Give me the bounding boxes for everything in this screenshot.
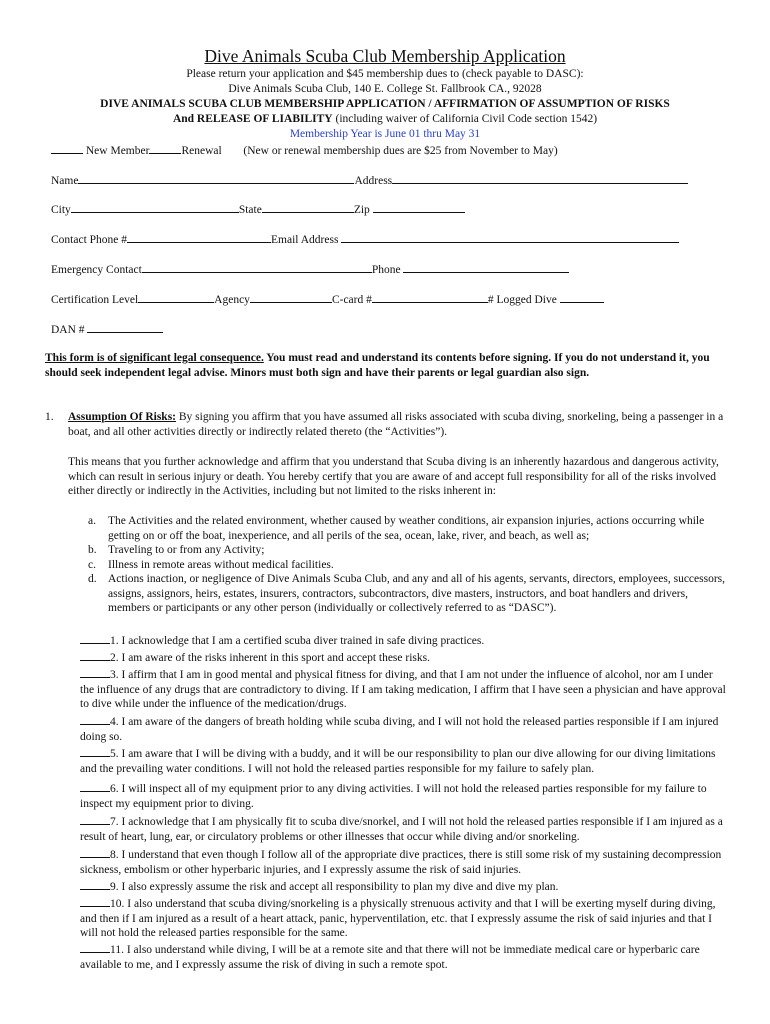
agency-field[interactable]: [250, 291, 332, 303]
release-heading-rest: (including waiver of California Civil Code section 1542): [332, 113, 598, 125]
email-label: Email Address: [271, 234, 339, 246]
acknowledgement-text: 1. I acknowledge that I am a certified scuba diver trained in safe diving practices.: [110, 635, 485, 647]
new-member-checkbox-line[interactable]: [51, 142, 83, 154]
section-heading: Assumption Of Risks:: [68, 411, 176, 423]
contact-row: [51, 231, 679, 246]
acknowledgement-text: 10. I also understand that scuba diving/snorkeling is a physically strenuous activity and that I will be exerting myself during diving, and then if I am injured as a result of a heart attack, panic, hyperventilation, etc. that I expressly assume the risk of said injuries and that I will not hold the released parties responsible for the same.: [80, 898, 716, 939]
section-assumption-intro: [68, 410, 728, 439]
initials-line[interactable]: [80, 847, 110, 858]
legal-warning-rest: You must read and understand its contents before signing. If you do not understand it, you should seek independent legal advise. Minors must both sign and have their parents or legal guardian also sign.: [45, 352, 710, 379]
acknowledgement-text: 5. I am aware that I will be diving with a buddy, and it will be our responsibility to plan our dive allowing for our diving limitations and the prevailing water conditions. I will not hold the released parties responsible for my failure to safely plan.: [80, 748, 716, 775]
name-label: Name: [51, 175, 79, 187]
state-field[interactable]: [262, 201, 354, 213]
logged-dive-label: # Logged Dive: [487, 294, 557, 306]
zip-field[interactable]: [373, 201, 465, 213]
agency-label: Agency: [214, 294, 250, 306]
logged-dive-field[interactable]: [560, 291, 604, 303]
initials-line[interactable]: [80, 714, 110, 725]
dues-note: (New or renewal membership dues are $25 from November to May): [243, 145, 558, 157]
acknowledgement-item: [80, 667, 728, 712]
acknowledgement-item: [80, 633, 728, 649]
city-state-zip-row: [51, 201, 465, 216]
contact-phone-field[interactable]: [127, 231, 271, 243]
acknowledgement-item: [80, 814, 728, 844]
acknowledgement-item: [80, 942, 728, 972]
dan-row: [51, 321, 163, 336]
acknowledgement-text: 11. I also understand while diving, I will be at a remote site and that there will not be immediate medical care or hyperbaric care available to me, and I expressly assume the risk of diving in such a remote spot.: [80, 944, 700, 971]
initials-line[interactable]: [80, 896, 110, 907]
phone-label: Phone: [371, 264, 401, 276]
initials-line[interactable]: [80, 942, 110, 953]
member-type-row: [51, 142, 558, 157]
sublist-item: Actions inaction, or negligence of Dive Animals Scuba Club, and any and all of his agents, servants, directors, employees, successors, assigns, assignors, heirs, estates, insurers, contractors, subcontractors, dive masters, instructors, and boat handlers and drivers, members or participants or any other person (individually or collectively referred to as “DASC”).: [108, 573, 726, 614]
acknowledgement-item: [80, 746, 728, 776]
acknowledgement-text: 6. I will inspect all of my equipment prior to any diving activities. I will not hold the released parties responsible for my failure to inspect my equipment prior to diving.: [80, 783, 707, 810]
acknowledgement-item: [80, 781, 728, 811]
initials-line[interactable]: [80, 650, 110, 661]
renewal-label: Renewal: [181, 145, 222, 157]
sublist-letter: a.: [88, 515, 96, 527]
zip-label: Zip: [353, 204, 370, 216]
sublist-letter: c.: [88, 559, 96, 571]
release-heading-bold: And RELEASE OF LIABILITY: [172, 113, 333, 125]
acknowledgement-text: 9. I also expressly assume the risk and accept all responsibility to plan my dive and dive my plan.: [110, 881, 559, 893]
initials-line[interactable]: [80, 879, 110, 890]
legal-warning-underlined: This form is of significant legal consequence.: [45, 352, 264, 364]
contact-phone-label: Contact Phone #: [51, 234, 128, 246]
sublist-item: Illness in remote areas without medical facilities.: [108, 559, 334, 571]
certification-row: [51, 291, 604, 306]
acknowledgement-item: [80, 847, 728, 877]
form-heading: DIVE ANIMALS SCUBA CLUB MEMBERSHIP APPLICATION / AFFIRMATION OF ASSUMPTION OF RISKS: [100, 98, 670, 110]
ccard-label: C-card #: [331, 294, 372, 306]
phone-field[interactable]: [403, 261, 569, 273]
email-field[interactable]: [341, 231, 679, 243]
initials-line[interactable]: [80, 746, 110, 757]
initials-line[interactable]: [80, 814, 110, 825]
address-label: Address: [354, 175, 393, 187]
release-heading: [0, 112, 770, 127]
sublist-item: The Activities and the related environment, whether caused by weather conditions, air expansion injuries, actions occurring while getting on or off the boat, inexperience, and all perils of the sea, ocean, lake, river, and beach, as well as;: [108, 515, 705, 542]
sublist-letter: d.: [88, 573, 97, 585]
acknowledgement-text: 3. I affirm that I am in good mental and physical fitness for diving, and that I am not under the influence of alcohol, nor am I under the influence of any drugs that are contradictory to diving. If I am taking medication, I affirm that I have seen a physician and have approval to dive while under the influence of the medication/drugs.: [80, 669, 726, 710]
initials-line[interactable]: [80, 781, 110, 792]
acknowledgement-item: [80, 896, 728, 941]
ccard-field[interactable]: [372, 291, 488, 303]
legal-warning: [45, 351, 725, 380]
emergency-contact-label: Emergency Contact: [51, 264, 142, 276]
acknowledgement-text: 2. I am aware of the risks inherent in this sport and accept these risks.: [110, 652, 430, 664]
renewal-checkbox-line[interactable]: [149, 142, 181, 154]
acknowledgement-text: 8. I understand that even though I follow all of the appropriate dive practices, there is still some risk of my sustaining decompression sickness, embolism or other hyperbaric injuries, and I expressly assume the risk of said injuries.: [80, 849, 722, 876]
name-field[interactable]: [78, 172, 354, 184]
acknowledgement-item: [80, 650, 728, 666]
sublist-item: Traveling to or from any Activity;: [108, 544, 265, 556]
acknowledgement-item: [80, 714, 728, 744]
address-field[interactable]: [392, 172, 688, 184]
cert-level-field[interactable]: [138, 291, 214, 303]
acknowledgement-text: 4. I am aware of the dangers of breath holding while scuba diving, and I will not hold the released parties responsible if I am injured doing so.: [80, 716, 719, 743]
name-address-row: [51, 172, 688, 187]
page-title: Dive Animals Scuba Club Membership Application: [204, 46, 566, 66]
cert-level-label: Certification Level: [51, 294, 139, 306]
acknowledgement-item: [80, 879, 728, 895]
initials-line[interactable]: [80, 633, 110, 644]
section-number: 1.: [45, 411, 54, 423]
dan-field[interactable]: [87, 321, 163, 333]
acknowledgement-text: 7. I acknowledge that I am physically fit to scuba dive/snorkel, and I will not hold the released parties responsible if I am injured as a result of heart, lung, ear, or circulatory problems or other illnesses that occur while diving and/or snorkeling.: [80, 816, 723, 843]
emergency-row: [51, 261, 569, 276]
dan-label: DAN #: [51, 324, 85, 336]
club-address: Dive Animals Scuba Club, 140 E. College St. Fallbrook CA., 92028: [228, 83, 542, 95]
initials-line[interactable]: [80, 667, 110, 678]
new-member-label: New Member: [85, 145, 150, 157]
section-intro-text: By signing you affirm that you have assumed all risks associated with scuba diving, snorkeling, being a passenger in a boat, and all other activities directly or indirectly related thereto (the “Activities”).: [68, 411, 724, 438]
city-label: City: [51, 204, 71, 216]
risk-explanation: This means that you further acknowledge and affirm that you understand that Scuba diving is an inherently hazardous and dangerous activity, which can result in serious injury or death. You hereby certify that you are aware of and accept full responsibility for all of the risks involved either directly or indirectly in the Activities, including but not limited to the risks inherent in:: [68, 456, 719, 497]
return-instructions: Please return your application and $45 membership dues to (check payable to DASC):: [186, 68, 584, 80]
membership-year: Membership Year is June 01 thru May 31: [289, 128, 481, 140]
sublist-letter: b.: [88, 544, 97, 556]
emergency-contact-field[interactable]: [142, 261, 372, 273]
city-field[interactable]: [71, 201, 239, 213]
state-label: State: [238, 204, 262, 216]
